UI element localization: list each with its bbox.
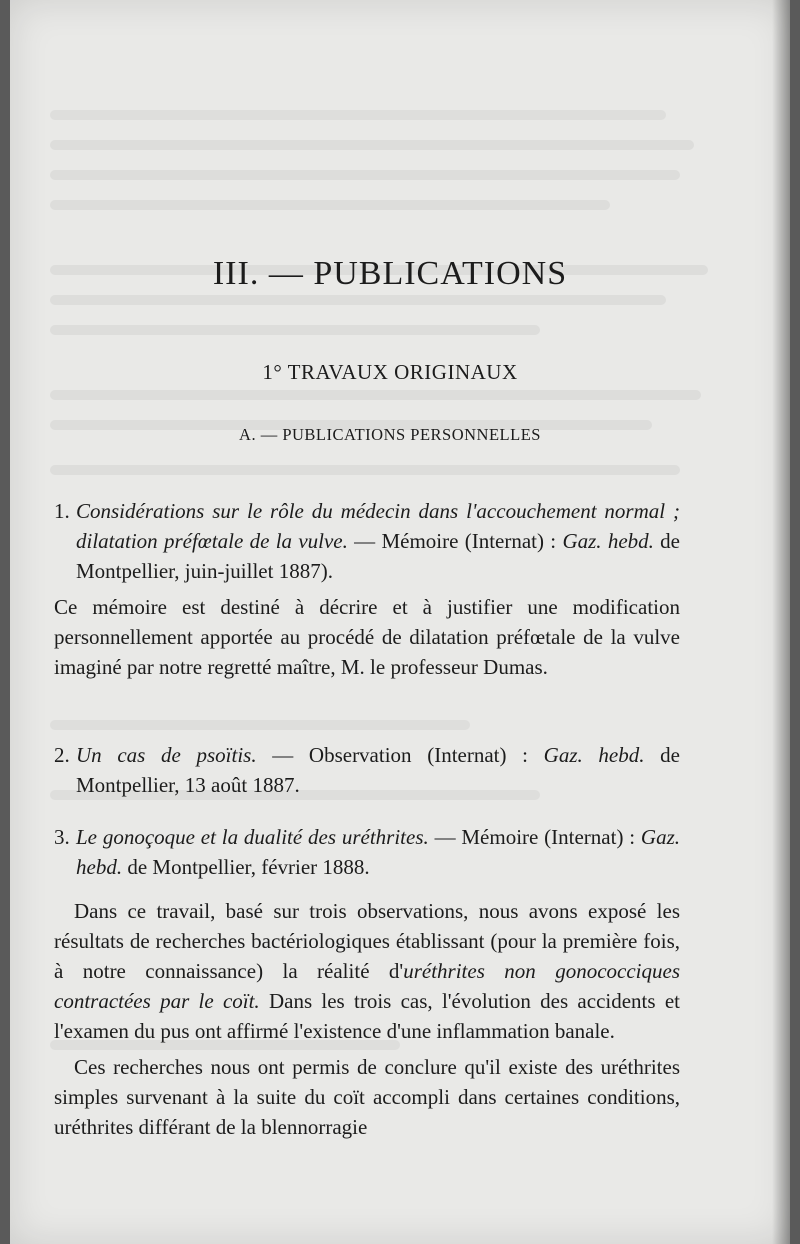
entry-number: 3.: [54, 825, 70, 849]
entry-citation: [76, 822, 680, 882]
entry-title: Considérations sur le rôle du médecin dans l'accouchement normal ; dilatation préfœtale de la vulve.: [76, 499, 680, 553]
publication-entry-1: [54, 496, 680, 682]
entry-title: Le gonoçoque et la dualité des uréthrites.: [76, 825, 429, 849]
entry-source-prefix: — Observation (Internat) :: [256, 743, 544, 767]
entry-paragraph: [54, 896, 680, 1046]
entry-description: Ce mémoire est destiné à décrire et à justifier une modification personnellement apportée au procédé de dilatation préfœtale de la vulve imaginé par notre regretté maître, M. le professeur Dumas.: [54, 595, 680, 679]
entry-source-suffix: de Montpellier, juin-juillet 1887).: [76, 529, 681, 583]
entry-number: 2.: [54, 743, 70, 767]
page-title: III. — PUBLICATIONS: [212, 255, 568, 292]
entry-title: Un cas de psoïtis.: [76, 743, 257, 767]
entry-journal: Gaz. hebd.: [76, 825, 680, 879]
publication-entry-2: [54, 740, 680, 800]
entry-source-prefix: — Mémoire (Internat) :: [428, 825, 641, 849]
publication-entry-3: [54, 822, 680, 1142]
entry-source-prefix: — Mémoire (Internat) :: [347, 529, 563, 553]
paragraph-text: Dans les trois cas, l'évolution des accidents et l'examen du pus ont affirmé l'existence d'une inflammation banale.: [54, 989, 680, 1043]
entry-source-suffix: de Montpellier, 13 août 1887.: [76, 743, 680, 797]
entry-journal: Gaz. hebd.: [562, 529, 654, 553]
paragraph-text: Dans ce travail, basé sur trois observations, nous avons exposé les résultats de recherches bactériologiques établissant (pour la première fois, à notre connaissance) la réalité d': [54, 899, 680, 983]
entry-number: 1.: [54, 499, 70, 523]
entry-source-suffix: de Montpellier, février 1888.: [122, 855, 370, 879]
book-page: [10, 0, 790, 1244]
entry-journal: Gaz. hebd.: [543, 743, 645, 767]
section-heading: 1° TRAVAUX ORIGINAUX: [262, 360, 518, 384]
entry-citation: [76, 740, 680, 800]
entry-paragraph: Ces recherches nous ont permis de conclure qu'il existe des uréthrites simples survenant à la suite du coït accompli dans certaines conditions, uréthrites différant de la blennorragie: [54, 1055, 680, 1139]
paragraph-emphasis: uréthrites non gonococciques contractées par le coït.: [54, 959, 680, 1013]
subsection-heading: A. — PUBLICATIONS PERSONNELLES: [239, 425, 541, 444]
entry-citation: [76, 496, 680, 586]
